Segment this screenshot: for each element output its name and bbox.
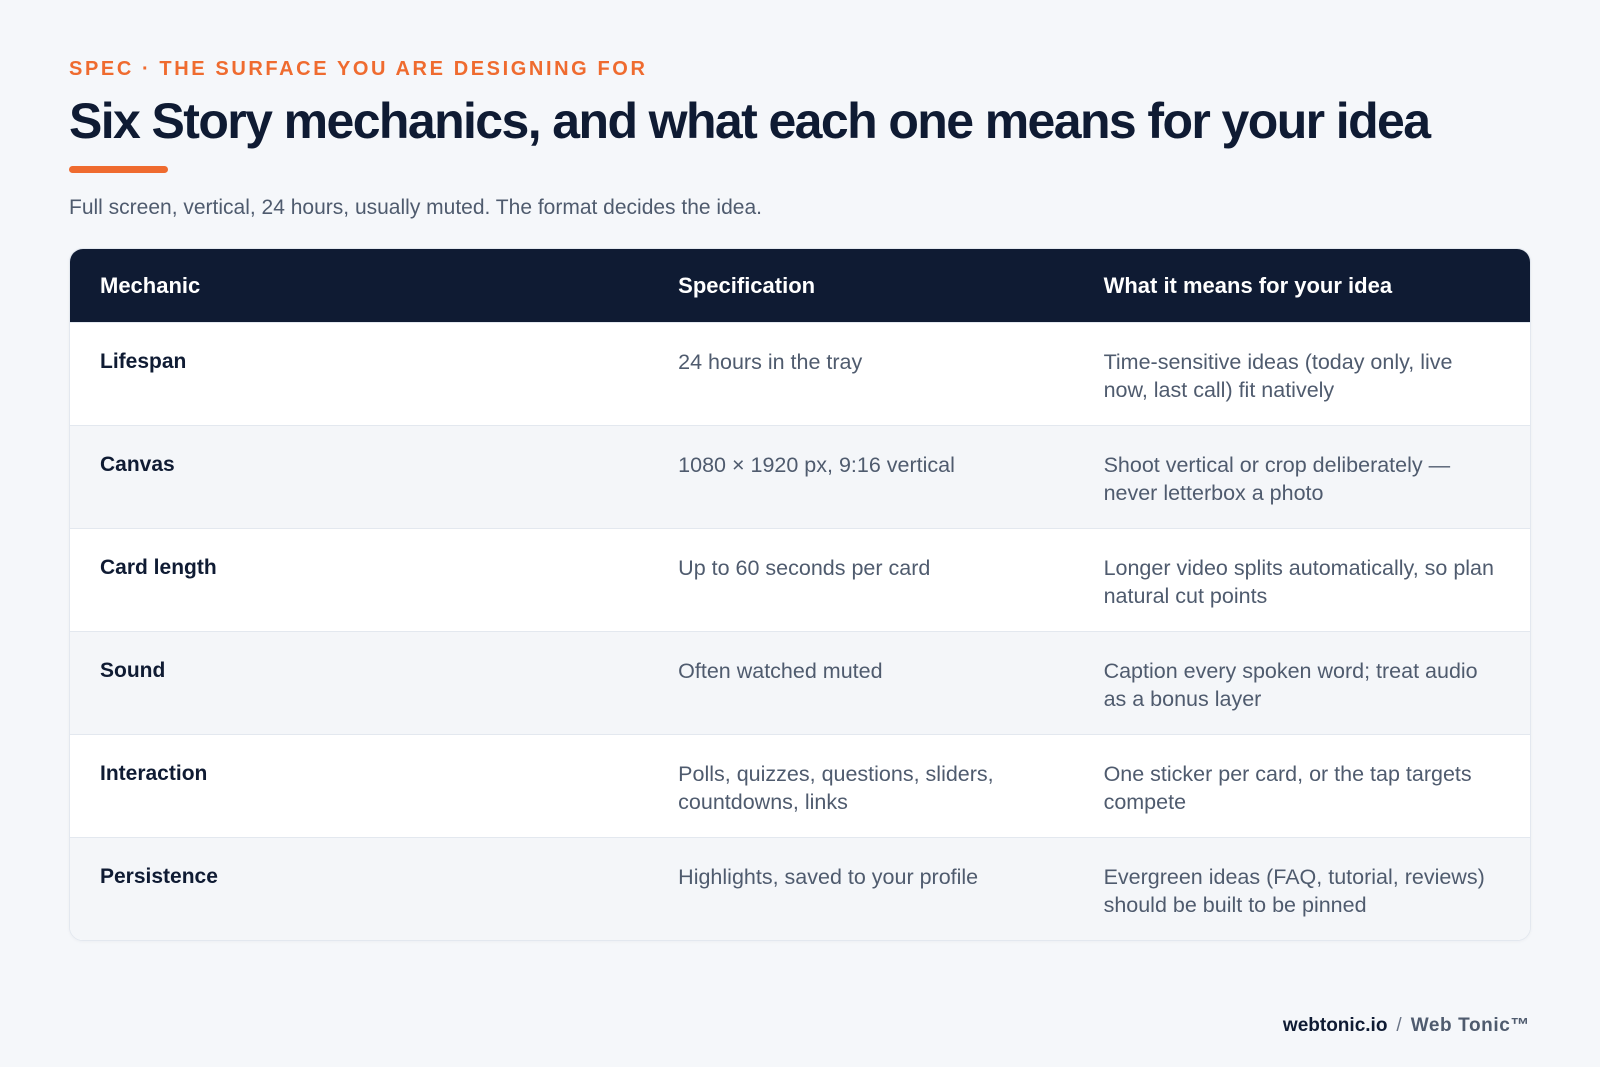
specification-cell: 24 hours in the tray <box>678 350 863 374</box>
mechanics-table <box>69 248 1531 941</box>
column-header-meaning: What it means for your idea <box>1103 272 1393 298</box>
eyebrow-label: SPEC · THE SURFACE YOU ARE DESIGNING FOR <box>69 58 648 80</box>
title-accent-bar <box>69 166 168 173</box>
meaning-cell: Longer video splits automatically, so plan natural cut points <box>1103 556 1494 608</box>
specification-cell: Up to 60 seconds per card <box>678 556 931 580</box>
mechanic-cell: Card length <box>100 556 217 579</box>
meaning-cell: Shoot vertical or crop deliberately — never letterbox a photo <box>1103 453 1451 505</box>
page-title: Six Story mechanics, and what each one means for your idea <box>69 93 1430 149</box>
mechanic-cell: Sound <box>100 659 166 682</box>
table-row <box>70 322 1530 425</box>
footer-site-link[interactable]: webtonic.io <box>1282 1015 1388 1036</box>
table-row <box>70 528 1530 631</box>
footer-separator: / <box>1396 1015 1402 1036</box>
specification-cell: Highlights, saved to your profile <box>678 865 979 889</box>
mechanic-cell: Canvas <box>100 453 175 476</box>
table-row <box>70 425 1530 528</box>
footer-brand: Web Tonic™ <box>1410 1015 1530 1036</box>
specification-cell: Polls, quizzes, questions, sliders, countdowns, links <box>678 762 994 814</box>
mechanic-cell: Interaction <box>100 762 208 785</box>
table-row <box>70 631 1530 734</box>
meaning-cell: Evergreen ideas (FAQ, tutorial, reviews) should be built to be pinned <box>1103 865 1485 917</box>
mechanic-cell: Persistence <box>100 865 218 888</box>
table-row <box>70 734 1530 837</box>
table-row <box>70 837 1530 940</box>
mechanic-cell: Lifespan <box>100 350 187 373</box>
meaning-cell: One sticker per card, or the tap targets compete <box>1103 762 1472 814</box>
column-header-mechanic: Mechanic <box>100 272 201 298</box>
table-header <box>70 249 1530 322</box>
specification-cell: Often watched muted <box>678 659 883 683</box>
column-header-specification: Specification <box>678 272 816 298</box>
footer-credit <box>1283 1015 1530 1037</box>
page-subtitle: Full screen, vertical, 24 hours, usually muted. The format decides the idea. <box>69 196 762 219</box>
meaning-cell: Time-sensitive ideas (today only, live now, last call) fit natively <box>1103 350 1453 402</box>
meaning-cell: Caption every spoken word; treat audio as a bonus layer <box>1103 659 1478 711</box>
specification-cell: 1080 × 1920 px, 9:16 vertical <box>678 453 955 477</box>
